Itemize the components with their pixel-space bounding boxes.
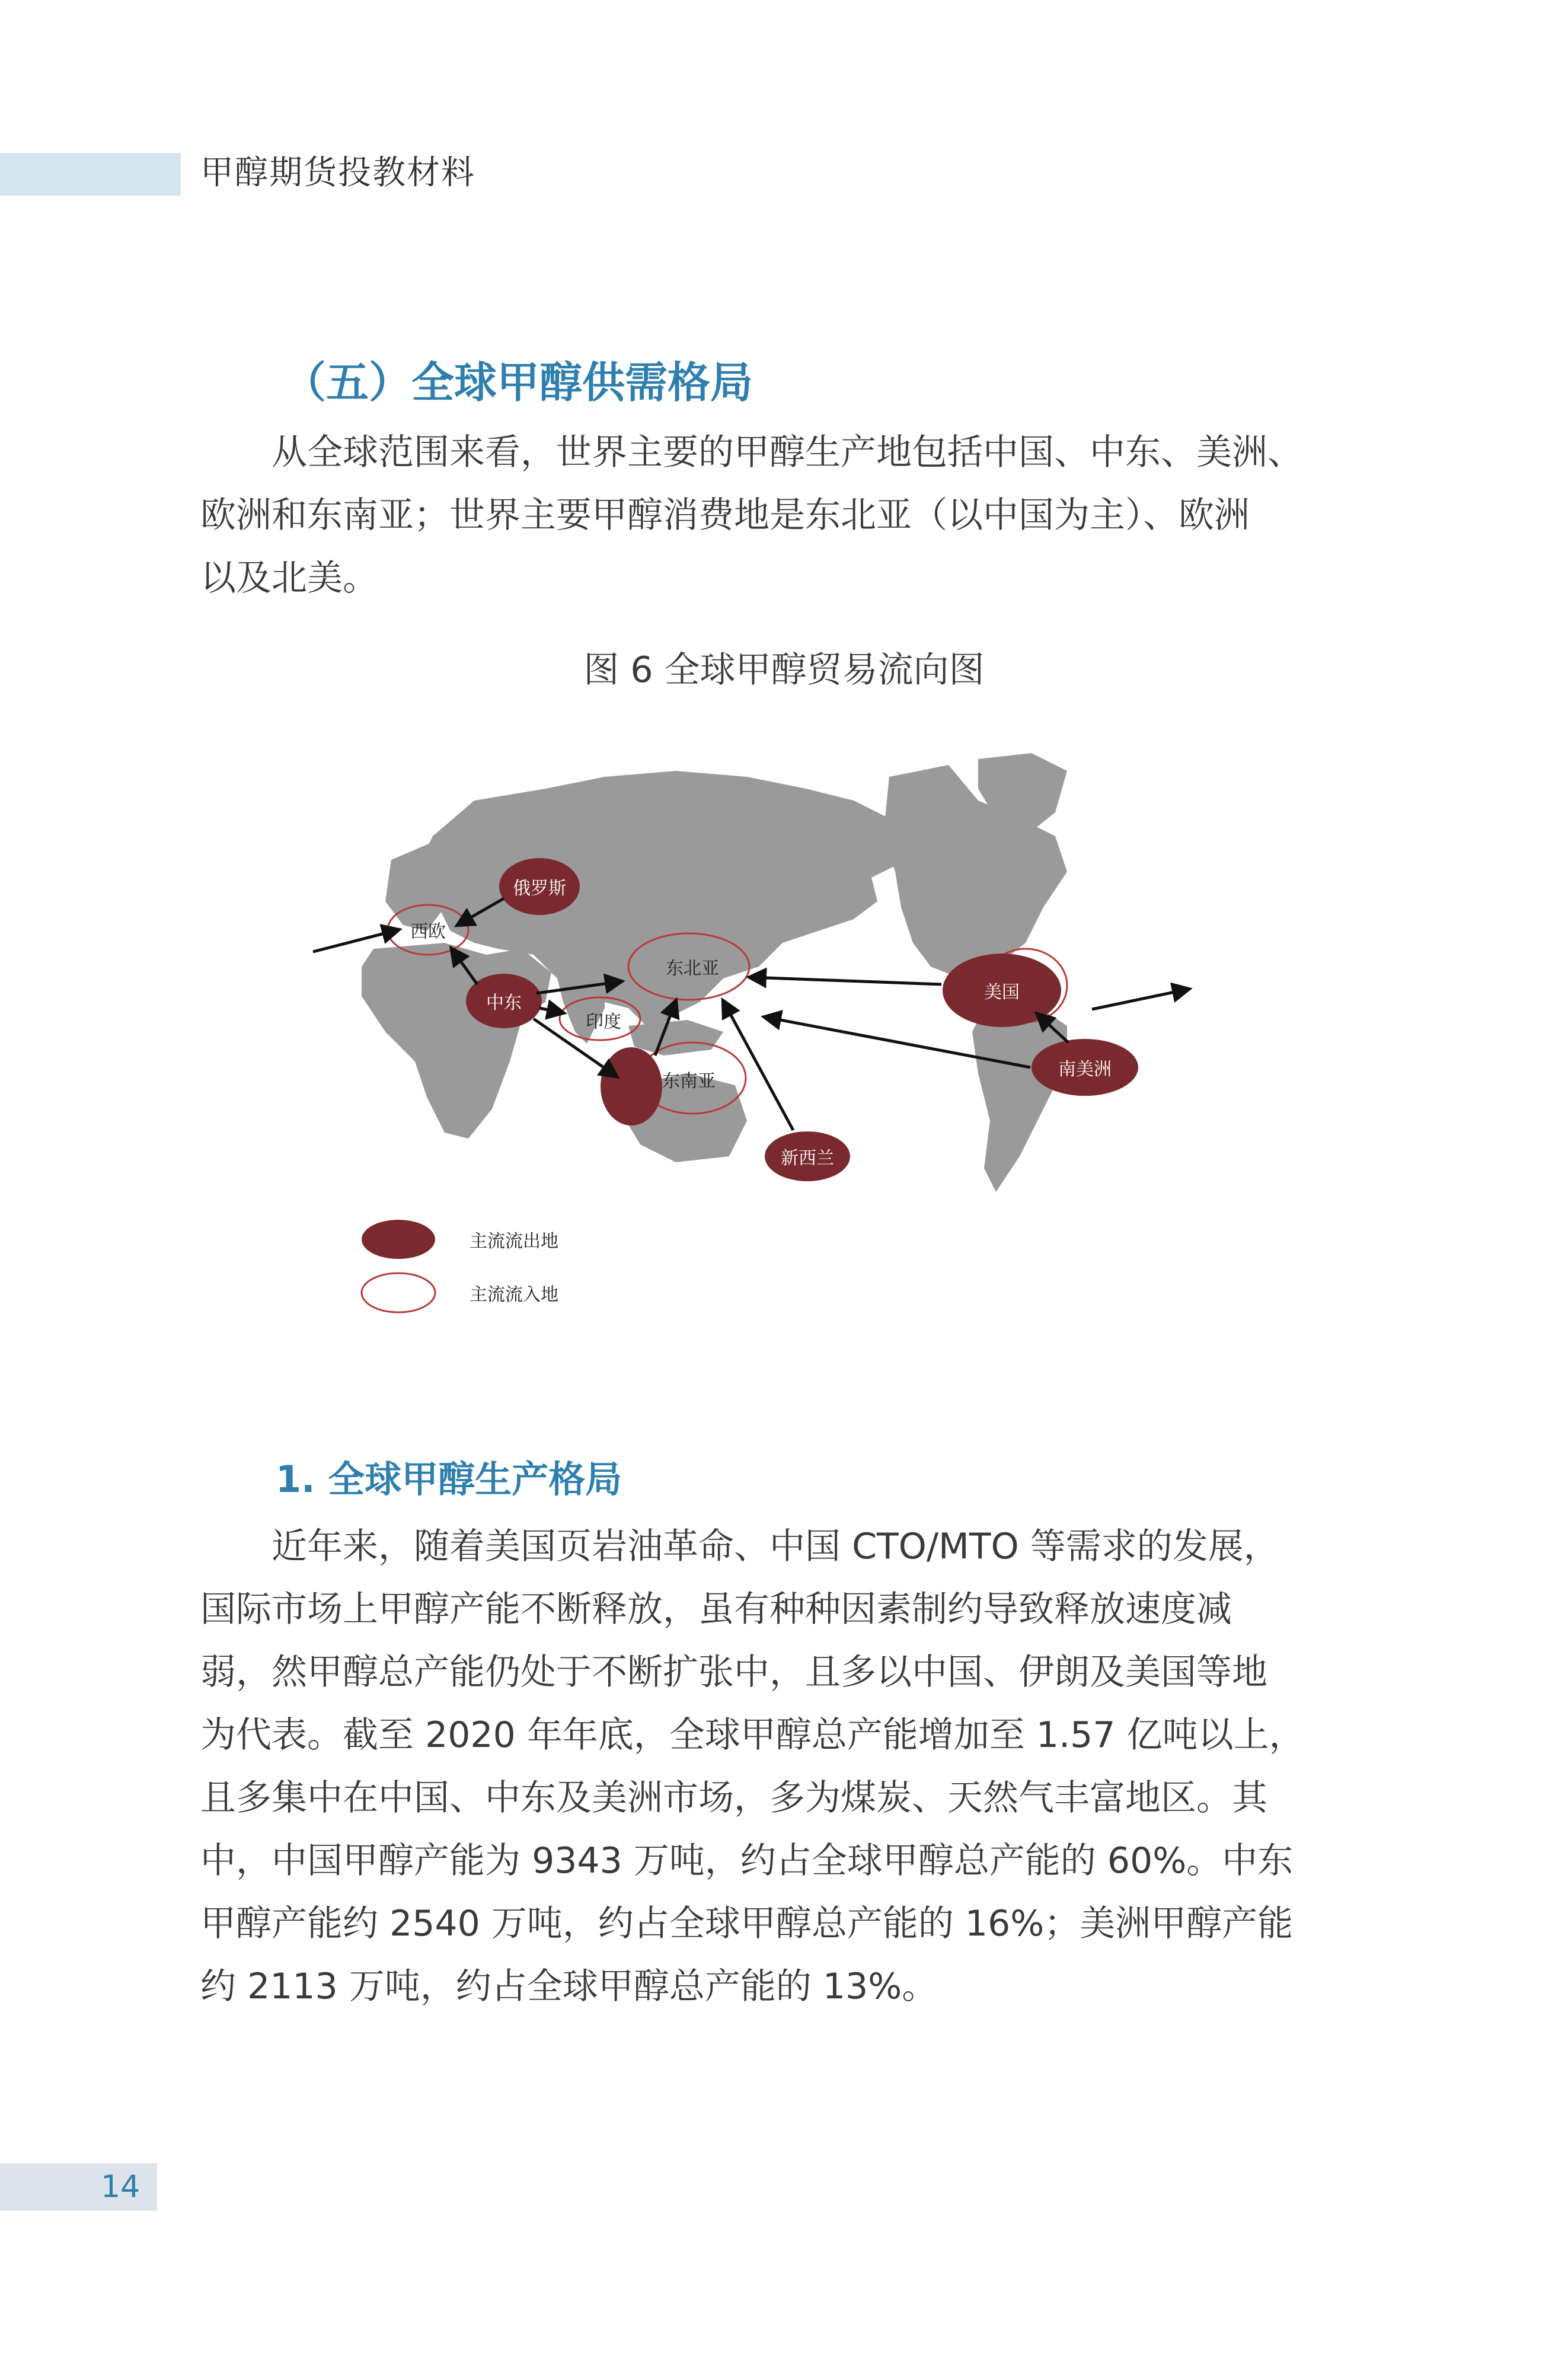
arrow-usa-to-northeast-asia [750, 977, 941, 984]
paragraph-line: 甲醇产能约 2540 万吨，约占全球甲醇总产能的 16%；美洲甲醇产能 [200, 1903, 1294, 1944]
legend-import-label: 主流流入地 [470, 1284, 558, 1305]
label-new-zealand: 新西兰 [781, 1148, 834, 1169]
label-india: 印度 [586, 1012, 621, 1032]
legend-export-swatch [362, 1220, 435, 1259]
legend-export-label: 主流流出地 [470, 1231, 558, 1252]
southeast-asia-blob [601, 1047, 662, 1126]
label-middle-east: 中东 [486, 993, 522, 1013]
arrow-south-america-to-east [1092, 989, 1189, 1009]
paragraph-line: 约 2113 万吨，约占全球甲醇总产能的 13%。 [200, 1966, 938, 2007]
section-heading: （五）全球甲醇供需格局 [283, 358, 753, 407]
world-map-graphic [296, 753, 1245, 1346]
paragraph-line: 为代表。截至 2020 年年底，全球甲醇总产能增加至 1.57 亿吨以上， [200, 1714, 1305, 1756]
paragraph-line: 中，中国甲醇产能为 9343 万吨，约占全球甲醇总产能的 60%。中东 [200, 1840, 1294, 1882]
paragraph-line: 从全球范围来看，世界主要的甲醇生产地包括中国、中东、美洲、 [272, 432, 1303, 473]
document-title: 甲醇期货投教材料 [200, 154, 475, 192]
south-america-landmass [972, 1002, 1067, 1192]
paragraph-line: 国际市场上甲醇产能不断释放，虽有种种因素制约导致释放速度减 [200, 1589, 1232, 1630]
label-northeast-asia: 东北亚 [666, 958, 719, 979]
paragraph-line: 弱，然甲醇总产能仍处于不断扩张中，且多以中国、伊朗及美国等地 [200, 1651, 1267, 1693]
trade-flow-map [296, 753, 1245, 1346]
paragraph-line: 且多集中在中国、中东及美洲市场，多为煤炭、天然气丰富地区。其 [200, 1777, 1267, 1819]
figure-caption: 图 6 全球甲醇贸易流向图 [583, 649, 985, 691]
intro-paragraph [200, 421, 1350, 610]
subsection-heading: 1. 全球甲醇生产格局 [276, 1458, 622, 1501]
label-southeast-asia: 东南亚 [662, 1071, 716, 1092]
map-legend [362, 1220, 435, 1312]
paragraph-line: 近年来，随着美国页岩油革命、中国 CTO/MTO 等需求的发展， [272, 1526, 1279, 1567]
page-number: 14 [101, 2169, 140, 2205]
paragraph-line: 以及北美。 [200, 557, 378, 599]
label-usa: 美国 [984, 982, 1020, 1003]
label-russia: 俄罗斯 [513, 878, 566, 899]
production-paragraph [200, 1515, 1350, 2018]
arrow-middle-east-to-india [539, 1008, 563, 1013]
header-accent-bar [0, 153, 181, 196]
paragraph-line: 欧洲和东南亚；世界主要甲醇消费地是东北亚（以中国为主）、欧洲 [200, 495, 1250, 536]
label-west-europe: 西欧 [410, 922, 446, 942]
legend-import-swatch [362, 1273, 435, 1312]
label-south-america: 南美洲 [1058, 1059, 1112, 1080]
